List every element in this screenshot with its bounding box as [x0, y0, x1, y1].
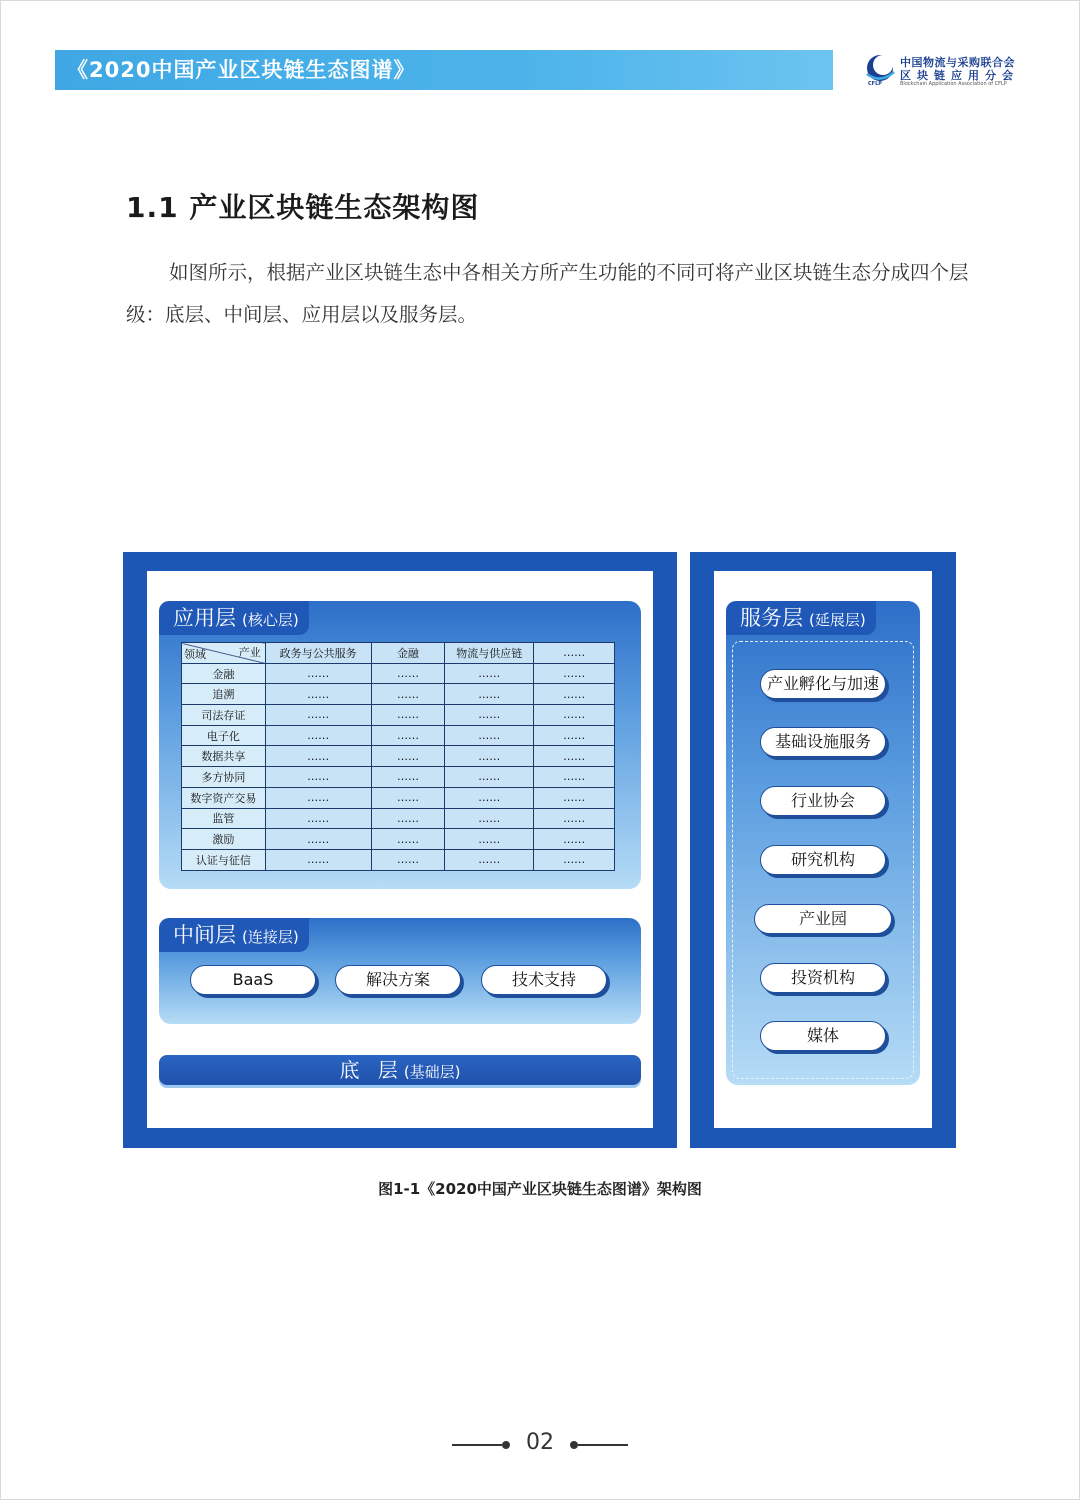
table-cell: …… [445, 725, 534, 746]
bottom-layer-title: 底 层 [339, 1058, 404, 1082]
table-row [182, 725, 615, 746]
column-header: 金融 [371, 643, 445, 664]
middle-item-solutions: 解决方案 [335, 965, 461, 995]
app-layer-subtitle: (核心层) [242, 611, 299, 629]
row-label: 电子化 [182, 725, 266, 746]
row-label: 数字资产交易 [182, 787, 266, 808]
diagram-right-inner [714, 571, 932, 1128]
diagram-right-frame [690, 552, 956, 1148]
service-layer-box [726, 601, 920, 1085]
table-cell: …… [265, 767, 371, 788]
service-item: 产业园 [754, 904, 892, 934]
logo-abbr: CFLP [868, 81, 882, 87]
middle-layer-tab [159, 918, 309, 952]
table-row [182, 829, 615, 850]
app-layer-table [181, 642, 615, 871]
page-number-decoration [452, 1430, 628, 1458]
diagram-left-frame [123, 552, 677, 1148]
service-layer-title: 服务层 [740, 606, 803, 630]
service-item: 基础设施服务 [760, 727, 886, 757]
table-cell: …… [445, 663, 534, 684]
table-cell: …… [371, 705, 445, 726]
middle-item-baas: BaaS [190, 965, 316, 995]
table-cell: …… [445, 849, 534, 870]
middle-layer-subtitle: (连接层) [242, 928, 299, 946]
page-number-dot-left [502, 1441, 510, 1449]
row-label: 数据共享 [182, 746, 266, 767]
table-cell: …… [371, 725, 445, 746]
table-row [182, 808, 615, 829]
row-label: 监管 [182, 808, 266, 829]
row-label: 多方协同 [182, 767, 266, 788]
table-cell: …… [371, 808, 445, 829]
logo-name-line1: 中国物流与采购联合会 [900, 56, 1015, 69]
table-row [182, 663, 615, 684]
corner-bottom-label: 领域 [184, 647, 206, 661]
table-row [182, 684, 615, 705]
app-layer-box [159, 601, 641, 889]
table-cell: …… [534, 849, 615, 870]
row-label: 金融 [182, 663, 266, 684]
table-cell: …… [265, 849, 371, 870]
row-label: 追溯 [182, 684, 266, 705]
service-item: 研究机构 [760, 845, 886, 875]
table-cell: …… [265, 787, 371, 808]
column-header: 政务与公共服务 [265, 643, 371, 664]
table-cell: …… [534, 725, 615, 746]
table-cell: …… [534, 746, 615, 767]
logo [864, 52, 1044, 92]
row-label: 司法存证 [182, 705, 266, 726]
corner-top-label: 产业 [238, 646, 261, 659]
logo-english: Blockchain Application Association of CFLP [900, 81, 1007, 87]
table-row [182, 787, 615, 808]
bottom-layer-bar [159, 1055, 641, 1085]
page-number-line-right [578, 1444, 628, 1446]
diagram-left-inner [147, 571, 653, 1128]
row-label: 认证与征信 [182, 849, 266, 870]
table-cell: …… [534, 829, 615, 850]
table-cell: …… [445, 829, 534, 850]
table-cell: …… [534, 767, 615, 788]
table-cell: …… [371, 849, 445, 870]
header-title-bar [55, 50, 833, 90]
table-cell: …… [265, 705, 371, 726]
table-cell: …… [534, 705, 615, 726]
table-cell: …… [265, 663, 371, 684]
table-cell: …… [445, 767, 534, 788]
table-cell: …… [371, 684, 445, 705]
app-layer-tab [159, 601, 309, 635]
table-cell: …… [371, 829, 445, 850]
table-row [182, 746, 615, 767]
page-number: 02 [526, 1430, 554, 1455]
service-layer-subtitle: (延展层) [809, 611, 866, 629]
table-cell: …… [534, 787, 615, 808]
middle-layer-box [159, 918, 641, 1024]
service-item: 媒体 [760, 1021, 886, 1051]
table-header-row [182, 643, 615, 664]
table-cell: …… [445, 787, 534, 808]
header-title: 《2020中国产业区块链生态图谱》 [67, 58, 416, 82]
table-cell: …… [534, 684, 615, 705]
table-cell: …… [534, 808, 615, 829]
section-title: 1.1 产业区块链生态架构图 [126, 191, 480, 224]
service-layer-tab [726, 601, 876, 635]
middle-layer-title: 中间层 [173, 923, 236, 947]
table-cell: …… [265, 725, 371, 746]
bottom-layer-subtitle: (基础层) [403, 1063, 461, 1081]
table-cell: …… [445, 684, 534, 705]
table-cell: …… [534, 663, 615, 684]
table-cell: …… [445, 808, 534, 829]
service-item: 投资机构 [760, 963, 886, 993]
table-cell: …… [265, 808, 371, 829]
middle-item-tech-support: 技术支持 [481, 965, 607, 995]
table-cell: …… [371, 663, 445, 684]
table-cell: …… [371, 767, 445, 788]
table-cell: …… [265, 684, 371, 705]
table-cell: …… [265, 746, 371, 767]
intro-paragraph: 如图所示，根据产业区块链生态中各相关方所产生功能的不同可将产业区块链生态分成四个层级：底层、中间层、应用层以及服务层。 [126, 261, 969, 326]
table-row [182, 767, 615, 788]
page-number-line-left [452, 1444, 502, 1446]
app-layer-title: 应用层 [173, 606, 236, 630]
figure-caption: 图1-1《2020中国产业区块链生态图谱》架构图 [378, 1180, 702, 1198]
logo-name-line2: 区块链应用分会 [900, 69, 1019, 82]
table-cell: …… [371, 787, 445, 808]
table-cell: …… [445, 705, 534, 726]
table-row [182, 849, 615, 870]
service-item: 产业孵化与加速 [760, 669, 886, 699]
table-cell: …… [445, 746, 534, 767]
page-number-dot-right [570, 1441, 578, 1449]
table-cell: …… [265, 829, 371, 850]
table-row [182, 705, 615, 726]
table-corner-cell [182, 643, 266, 664]
table-cell: …… [371, 746, 445, 767]
column-header: 物流与供应链 [445, 643, 534, 664]
service-item: 行业协会 [760, 786, 886, 816]
column-header: …… [534, 643, 615, 664]
row-label: 激励 [182, 829, 266, 850]
